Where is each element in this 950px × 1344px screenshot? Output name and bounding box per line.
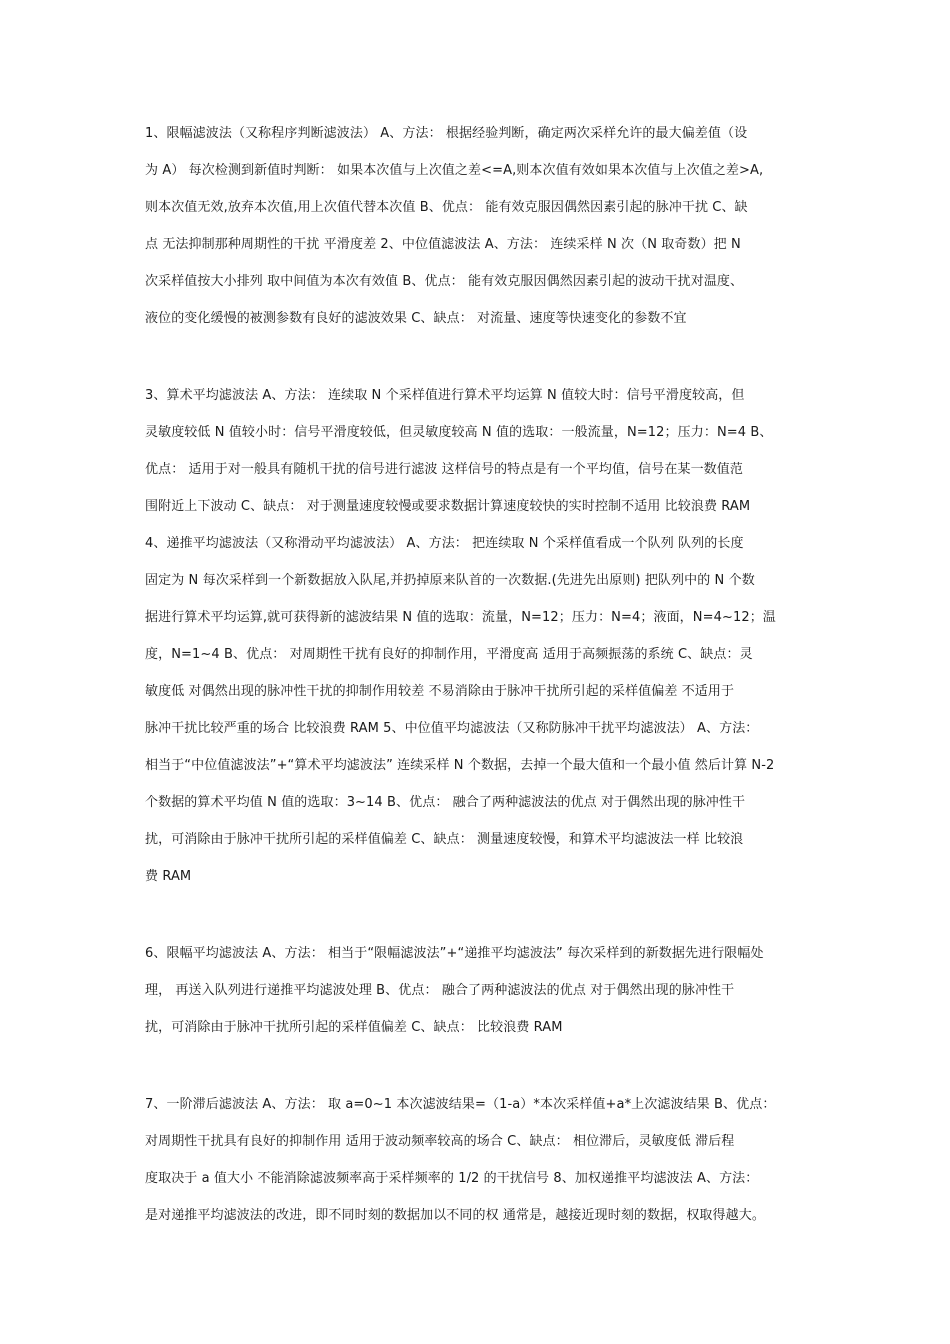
paragraph-2-line-11: 相当于“中位值滤波法”+“算术平均滤波法” 连续采样 N 个数据，去掉一个最大值和一个最小值 然后计算 N-2	[145, 758, 775, 773]
paragraph-2-line-2: 灵敏度较低 N 值较小时：信号平滑度较低，但灵敏度较高 N 值的选取：一般流量，N=12；压力：N=4 B、	[145, 425, 773, 440]
paragraph-2-line-1: 3、算术平均滤波法 A、方法： 连续取 N 个采样值进行算术平均运算 N 值较大时：信号平滑度较高，但	[145, 388, 745, 403]
paragraph-3-line-2: 理， 再送入队列进行递推平均滤波处理 B、优点： 融合了两种滤波法的优点 对于偶然出现的脉冲性干	[145, 983, 735, 998]
paragraph-4-line-1: 7、一阶滞后滤波法 A、方法： 取 a=0~1 本次滤波结果=（1-a）*本次采样值+a*上次滤波结果 B、优点：	[145, 1097, 776, 1112]
paragraph-1-line-1: 1、限幅滤波法（又称程序判断滤波法） A、方法： 根据经验判断，确定两次采样允许的最大偏差值（设	[145, 126, 748, 141]
paragraph-4-line-3: 度取决于 a 值大小 不能消除滤波频率高于采样频率的 1/2 的干扰信号 8、加权递推平均滤波法 A、方法：	[145, 1171, 759, 1186]
paragraph-1-line-2: 为 A） 每次检测到新值时判断： 如果本次值与上次值之差<=A,则本次值有效如果本次值与上次值之差>A,	[145, 163, 764, 178]
paragraph-4-line-4: 是对递推平均滤波法的改进，即不同时刻的数据加以不同的权 通常是，越接近现时刻的数据，权取得越大。	[145, 1208, 765, 1223]
paragraph-2-line-12: 个数据的算术平均值 N 值的选取：3~14 B、优点： 融合了两种滤波法的优点 对于偶然出现的脉冲性干	[145, 795, 746, 810]
paragraph-2-line-10: 脉冲干扰比较严重的场合 比较浪费 RAM 5、中位值平均滤波法（又称防脉冲干扰平均滤波法） A、方法：	[145, 721, 759, 736]
paragraph-2-line-5: 4、递推平均滤波法（又称滑动平均滤波法） A、方法： 把连续取 N 个采样值看成一个队列 队列的长度	[145, 536, 744, 551]
paragraph-1-line-4: 点 无法抑制那种周期性的干扰 平滑度差 2、中位值滤波法 A、方法： 连续采样 N 次（N 取奇数）把 N	[145, 237, 741, 252]
paragraph-2-line-8: 度，N=1~4 B、优点： 对周期性干扰有良好的抑制作用，平滑度高 适用于高频振荡的系统 C、缺点：灵	[145, 647, 753, 662]
paragraph-2-line-6: 固定为 N 每次采样到一个新数据放入队尾,并扔掉原来队首的一次数据.(先进先出原则) 把队列中的 N 个数	[145, 573, 755, 588]
paragraph-2-line-4: 围附近上下波动 C、缺点： 对于测量速度较慢或要求数据计算速度较快的实时控制不适用 比较浪费 RAM	[145, 499, 751, 514]
paragraph-1-line-6: 液位的变化缓慢的被测参数有良好的滤波效果 C、缺点： 对流量、速度等快速变化的参数不宜	[145, 311, 687, 326]
paragraph-2-line-3: 优点： 适用于对一般具有随机干扰的信号进行滤波 这样信号的特点是有一个平均值，信号在某一数值范	[145, 462, 743, 477]
paragraph-2-line-14: 费 RAM	[145, 869, 192, 884]
paragraph-3-line-3: 扰，可消除由于脉冲干扰所引起的采样值偏差 C、缺点： 比较浪费 RAM	[145, 1020, 563, 1035]
paragraph-3-line-1: 6、限幅平均滤波法 A、方法： 相当于“限幅滤波法”+“递推平均滤波法” 每次采样到的新数据先进行限幅处	[145, 946, 764, 961]
paragraph-2-line-9: 敏度低 对偶然出现的脉冲性干扰的抑制作用较差 不易消除由于脉冲干扰所引起的采样值偏差 不适用于	[145, 684, 735, 699]
paragraph-1-line-5: 次采样值按大小排列 取中间值为本次有效值 B、优点： 能有效克服因偶然因素引起的波动干扰对温度、	[145, 274, 744, 289]
paragraph-2-line-7: 据进行算术平均运算,就可获得新的滤波结果 N 值的选取：流量，N=12；压力：N=4；液面，N=4~12；温	[145, 610, 776, 625]
paragraph-2-line-13: 扰，可消除由于脉冲干扰所引起的采样值偏差 C、缺点： 测量速度较慢，和算术平均滤波法一样 比较浪	[145, 832, 744, 847]
paragraph-1-line-3: 则本次值无效,放弃本次值,用上次值代替本次值 B、优点： 能有效克服因偶然因素引起的脉冲干扰 C、缺	[145, 200, 748, 215]
paragraph-4-line-2: 对周期性干扰具有良好的抑制作用 适用于波动频率较高的场合 C、缺点： 相位滞后，灵敏度低 滞后程	[145, 1134, 735, 1149]
